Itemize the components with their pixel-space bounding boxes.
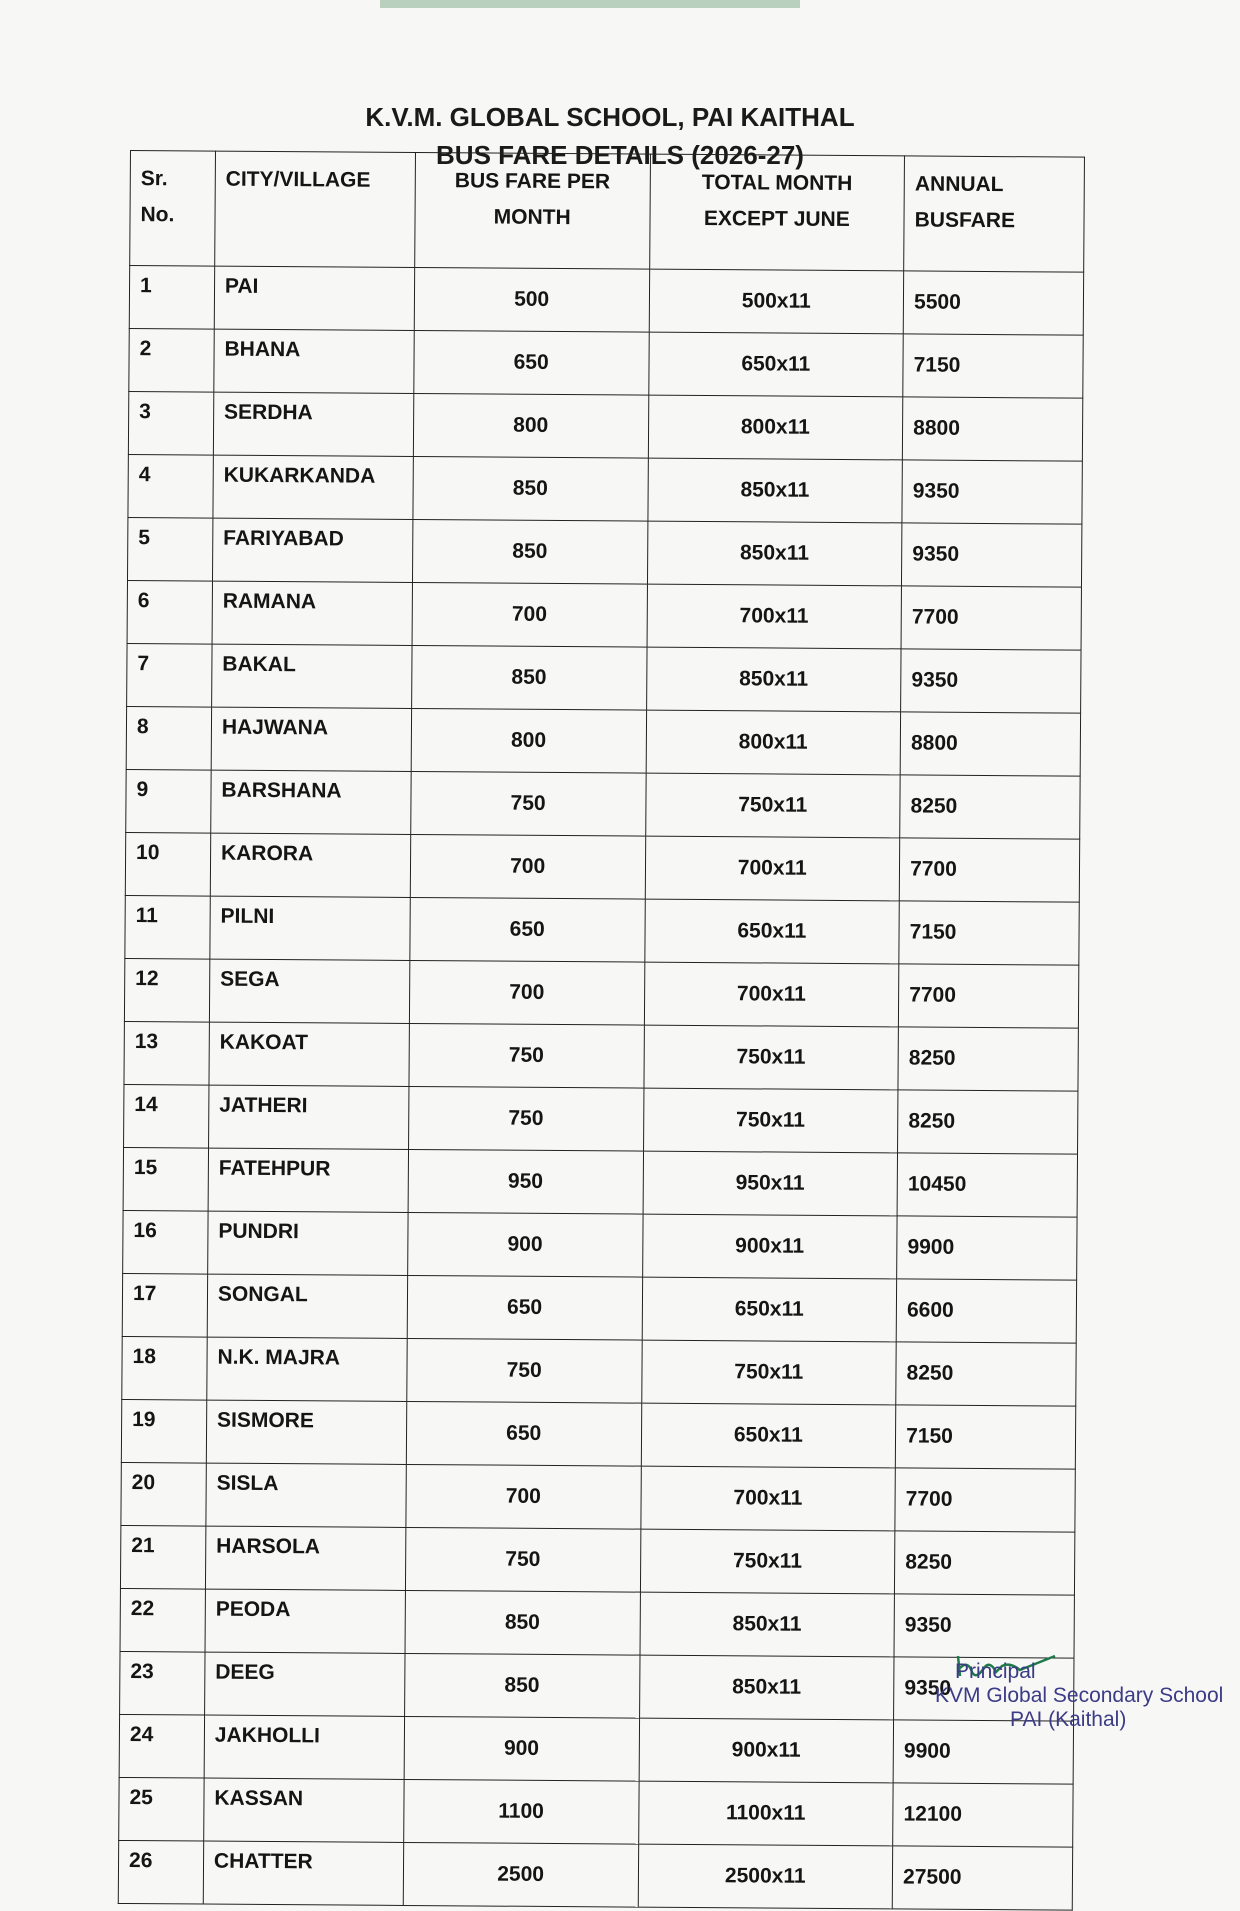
table-row (120, 1651, 1074, 1721)
fare-cell: 850 (411, 645, 646, 710)
fare-cell: 750 (409, 1023, 644, 1088)
table-row (123, 1210, 1077, 1280)
principal-stamp (935, 1660, 1223, 1732)
sr-no-cell: 19 (121, 1399, 206, 1463)
fare-cell: 900 (404, 1716, 639, 1781)
city-cell: DEEG (204, 1652, 404, 1716)
table-row (127, 580, 1081, 650)
city-cell: SERDHA (213, 392, 413, 456)
annual-cell: 7700 (895, 1468, 1075, 1532)
header-annual-fare: ANNUAL BUSFARE (904, 156, 1085, 272)
table-header-row (130, 151, 1085, 273)
header-fare-per-month: BUS FARE PER MONTH (415, 152, 650, 269)
stamp-title: Principal (955, 1660, 1036, 1683)
total-cell: 650x11 (648, 332, 903, 397)
table-row (128, 454, 1082, 524)
city-cell: N.K. MAJRA (207, 1337, 407, 1401)
city-cell: FARIYABAD (212, 518, 412, 582)
annual-cell: 7150 (899, 901, 1079, 965)
bus-fare-table (118, 150, 1085, 1911)
total-cell: 900x11 (639, 1718, 894, 1783)
fare-cell: 750 (405, 1527, 640, 1592)
city-cell: HARSOLA (205, 1526, 405, 1590)
sr-no-cell: 8 (126, 706, 211, 770)
sr-no-cell: 17 (122, 1273, 207, 1337)
fare-cell: 800 (411, 708, 646, 773)
annual-cell: 10450 (897, 1153, 1077, 1217)
city-cell: PUNDRI (208, 1211, 408, 1275)
sr-no-cell: 11 (125, 895, 210, 959)
annual-cell: 9900 (897, 1216, 1077, 1280)
table-row (126, 769, 1080, 839)
annual-cell: 9350 (902, 523, 1082, 587)
table-row (124, 1084, 1078, 1154)
city-cell: PILNI (210, 896, 410, 960)
annual-cell: 8250 (896, 1342, 1076, 1406)
fare-cell: 500 (414, 267, 649, 332)
city-cell: PAI (214, 266, 414, 330)
table-row (121, 1462, 1075, 1532)
total-cell: 500x11 (649, 269, 904, 334)
annual-cell: 8250 (895, 1531, 1075, 1595)
table-row (123, 1147, 1077, 1217)
fare-cell: 850 (412, 519, 647, 584)
total-cell: 750x11 (641, 1340, 896, 1405)
sr-no-cell: 24 (119, 1714, 204, 1778)
city-cell: JAKHOLLI (204, 1715, 404, 1779)
fare-cell: 700 (406, 1464, 641, 1529)
table-row (125, 832, 1079, 902)
city-cell: KUKARKANDA (213, 455, 413, 519)
sr-no-cell: 6 (127, 580, 212, 644)
total-cell: 800x11 (648, 395, 903, 460)
table-row (120, 1588, 1074, 1658)
city-cell: BAKAL (212, 644, 412, 708)
sr-no-cell: 12 (124, 958, 209, 1022)
sr-no-cell: 4 (128, 454, 213, 518)
annual-cell: 7700 (899, 838, 1079, 902)
annual-cell: 7700 (901, 586, 1081, 650)
total-cell: 650x11 (644, 899, 899, 964)
sr-no-cell: 20 (121, 1462, 206, 1526)
total-cell: 650x11 (642, 1277, 897, 1342)
sr-no-cell: 26 (118, 1840, 203, 1904)
table-row (125, 895, 1079, 965)
table-row (119, 1714, 1073, 1784)
scan-edge (380, 0, 800, 8)
city-cell: KASSAN (204, 1778, 404, 1842)
city-cell: SONGAL (207, 1274, 407, 1338)
annual-cell: 9350 (901, 649, 1081, 713)
sr-no-cell: 9 (126, 769, 211, 833)
total-cell: 750x11 (640, 1529, 895, 1594)
annual-cell: 6600 (896, 1279, 1076, 1343)
annual-cell: 9350 (902, 460, 1082, 524)
total-cell: 650x11 (641, 1403, 896, 1468)
annual-cell: 9900 (893, 1720, 1073, 1784)
sr-no-cell: 1 (129, 266, 214, 330)
annual-cell: 8800 (902, 397, 1082, 461)
fare-cell: 850 (413, 456, 648, 521)
fare-cell: 650 (414, 330, 649, 395)
total-cell: 700x11 (640, 1466, 895, 1531)
total-cell: 850x11 (646, 647, 901, 712)
city-cell: SISMORE (206, 1400, 406, 1464)
header-city-village: CITY/VILLAGE (215, 151, 416, 267)
city-cell: BARSHANA (211, 770, 411, 834)
fare-cell: 650 (406, 1401, 641, 1466)
total-cell: 850x11 (647, 521, 902, 586)
sr-no-cell: 16 (123, 1210, 208, 1274)
annual-cell: 9350 (894, 1657, 1074, 1721)
fare-cell: 1100 (404, 1779, 639, 1844)
city-cell: SEGA (209, 959, 409, 1023)
total-cell: 700x11 (644, 962, 899, 1027)
stamp-place: PAI (Kaithal) (1010, 1708, 1127, 1731)
annual-cell: 8250 (898, 1090, 1078, 1154)
city-cell: FATEHPUR (208, 1148, 408, 1212)
table-row (122, 1273, 1076, 1343)
fare-cell: 700 (412, 582, 647, 647)
table-row (129, 328, 1083, 398)
total-cell: 900x11 (642, 1214, 897, 1279)
total-cell: 700x11 (647, 584, 902, 649)
stamp-school: KVM Global Secondary School (935, 1684, 1224, 1707)
table-row (124, 1021, 1078, 1091)
sr-no-cell: 25 (119, 1777, 204, 1841)
sr-no-cell: 14 (124, 1084, 209, 1148)
table-row (122, 1336, 1076, 1406)
fare-cell: 750 (408, 1086, 643, 1151)
table-row (119, 1777, 1073, 1847)
annual-cell: 12100 (893, 1783, 1073, 1847)
fare-cell: 700 (410, 834, 645, 899)
sr-no-cell: 23 (120, 1651, 205, 1715)
city-cell: RAMANA (212, 581, 412, 645)
document-subtitle: BUS FARE DETAILS (2026-27) (436, 140, 804, 170)
school-title: K.V.M. GLOBAL SCHOOL, PAI KAITHAL (365, 102, 855, 132)
sr-no-cell: 21 (120, 1525, 205, 1589)
sr-no-cell: 3 (128, 391, 213, 455)
table-row (121, 1399, 1075, 1469)
total-cell: 850x11 (647, 458, 902, 523)
fare-cell: 900 (407, 1212, 642, 1277)
header-total-month: TOTAL MONTH EXCEPT JUNE (649, 154, 904, 271)
city-cell: CHATTER (203, 1841, 403, 1905)
table-row (129, 266, 1083, 336)
fare-cell: 750 (411, 771, 646, 836)
table-row (124, 958, 1078, 1028)
total-cell: 700x11 (645, 836, 900, 901)
sr-no-cell: 18 (122, 1336, 207, 1400)
annual-cell: 7150 (903, 334, 1083, 398)
sr-no-cell: 7 (127, 643, 212, 707)
annual-cell: 27500 (892, 1846, 1072, 1910)
sr-no-cell: 15 (123, 1147, 208, 1211)
fare-cell: 750 (407, 1338, 642, 1403)
total-cell: 850x11 (640, 1592, 895, 1657)
city-cell: SISLA (206, 1463, 406, 1527)
annual-cell: 9350 (894, 1594, 1074, 1658)
sr-no-cell: 5 (127, 517, 212, 581)
city-cell: HAJWANA (211, 707, 411, 771)
total-cell: 850x11 (639, 1655, 894, 1720)
sr-no-cell: 2 (129, 328, 214, 392)
total-cell: 750x11 (643, 1025, 898, 1090)
sr-no-cell: 10 (125, 832, 210, 896)
fare-cell: 800 (413, 393, 648, 458)
sr-no-cell: 22 (120, 1588, 205, 1652)
header-sr-no: Sr. No. (130, 151, 216, 267)
annual-cell: 8250 (898, 1027, 1078, 1091)
table-row (128, 391, 1082, 461)
table-row (127, 643, 1081, 713)
fare-cell: 850 (404, 1653, 639, 1718)
sr-no-cell: 13 (124, 1021, 209, 1085)
fare-cell: 650 (407, 1275, 642, 1340)
annual-cell: 5500 (903, 271, 1083, 335)
total-cell: 2500x11 (638, 1844, 893, 1909)
fare-cell: 650 (410, 897, 645, 962)
city-cell: BHANA (214, 329, 414, 393)
fare-cell: 700 (409, 960, 644, 1025)
total-cell: 750x11 (643, 1088, 898, 1153)
total-cell: 1100x11 (638, 1781, 893, 1846)
fare-cell: 850 (405, 1590, 640, 1655)
fare-cell: 950 (408, 1149, 643, 1214)
total-cell: 750x11 (645, 773, 900, 838)
table-row (120, 1525, 1074, 1595)
table-row (118, 1840, 1072, 1910)
city-cell: JATHERI (208, 1085, 408, 1149)
total-cell: 800x11 (646, 710, 901, 775)
annual-cell: 8250 (900, 775, 1080, 839)
table-row (126, 706, 1080, 776)
annual-cell: 7150 (895, 1405, 1075, 1469)
total-cell: 950x11 (643, 1151, 898, 1216)
fare-cell: 2500 (403, 1842, 638, 1907)
annual-cell: 7700 (899, 964, 1079, 1028)
city-cell: PEODA (205, 1589, 405, 1653)
annual-cell: 8800 (900, 712, 1080, 776)
table-row (127, 517, 1081, 587)
city-cell: KAKOAT (209, 1022, 409, 1086)
city-cell: KARORA (210, 833, 410, 897)
